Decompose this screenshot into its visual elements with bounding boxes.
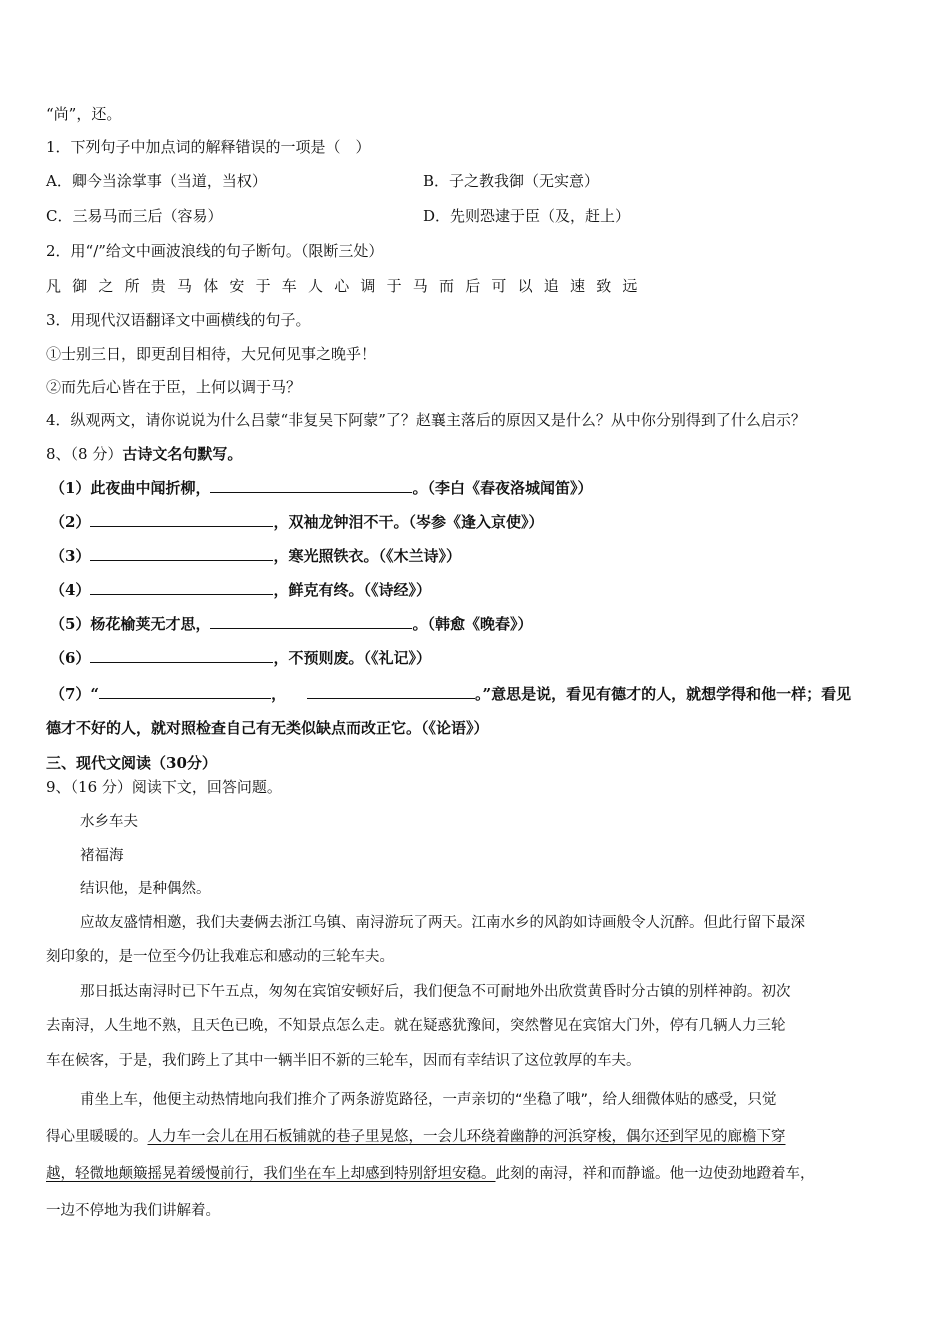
q3-item-1: ①士别三日，即更刮目相待，大兄何见事之晚乎！	[46, 345, 377, 363]
answer-blank[interactable]	[90, 648, 273, 663]
q8-line-2	[50, 512, 543, 532]
underlined-sentence: 越，轻微地颠簸摇晃着缓慢前行，我们坐在车上却感到特别舒坦安稳。	[46, 1166, 496, 1182]
article-paragraph-4-line-4: 一边不停地为我们讲解着。	[46, 1203, 220, 1219]
q8-line-4-a: （4）	[50, 581, 91, 599]
q8-line-5-a: （5）杨花榆荚无才思，	[50, 615, 211, 633]
q8-line-3	[50, 546, 461, 566]
p4-plain-text: 得心里暖暖的。	[46, 1129, 148, 1145]
answer-blank[interactable]	[90, 546, 273, 561]
q1-options-row1	[46, 171, 600, 191]
q8-heading	[46, 444, 242, 464]
answer-blank[interactable]	[307, 684, 475, 699]
q8-line-6-b: ，不预则废。（《礼记》）	[273, 649, 431, 667]
article-paragraph-1: 结识他，是种偶然。	[80, 881, 211, 897]
article-paragraph-2-line-2: 刻印象的，是一位至今仍让我难忘和感动的三轮车夫。	[46, 949, 394, 965]
q1-stem: 1．下列句子中加点词的解释错误的一项是（ ）	[46, 138, 371, 156]
answer-blank[interactable]	[210, 478, 412, 493]
q2-stem: 2．用“/”给文中画波浪线的句子断句。（限断三处）	[46, 242, 384, 260]
article-paragraph-2-line-1: 应故友盛情相邀，我们夫妻俩去浙江乌镇、南浔游玩了两天。江南水乡的风韵如诗画般令人沉醉。但此行留下最深	[80, 915, 805, 931]
article-paragraph-3-line-3: 车在候客，于是，我们跨上了其中一辆半旧不新的三轮车，因而有幸结识了这位敦厚的车夫。	[46, 1053, 641, 1069]
q8-line-1	[50, 478, 592, 498]
answer-blank[interactable]	[99, 684, 271, 699]
q1-options-row2	[46, 206, 631, 226]
q8-line-7-a: （7）“	[50, 685, 100, 703]
answer-blank[interactable]	[210, 614, 412, 629]
q8-line-6	[50, 648, 431, 668]
q8-line-7-cont: 德才不好的人，就对照检查自己有无类似缺点而改正它。（《论语》）	[46, 719, 489, 737]
q8-line-3-a: （3）	[50, 547, 91, 565]
q8-prefix: 8、（8 分）	[46, 445, 123, 463]
q8-line-7-b: 。”意思是说，看见有德才的人，就想学得和他一样；看见	[474, 685, 852, 703]
q8-line-1-a: （1）此夜曲中闻折柳，	[50, 479, 211, 497]
q8-line-4	[50, 580, 431, 600]
q9-stem: 9、（16 分）阅读下文，回答问题。	[46, 778, 282, 796]
q8-line-3-b: ，寒光照铁衣。（《木兰诗》）	[273, 547, 461, 565]
q2-sentence: 凡御之所贵马体安于车人心调于马而后可以追速致远	[46, 277, 649, 295]
answer-blank[interactable]	[90, 580, 273, 595]
intro-note: “尚”，还。	[46, 105, 122, 123]
q3-item-2: ②而先后心皆在于臣，上何以调于马？	[46, 378, 302, 396]
q8-line-6-a: （6）	[50, 649, 91, 667]
q8-line-7-mid: ，	[271, 685, 287, 703]
q1-option-c: C．三易马而三后（容易）	[46, 207, 223, 225]
underlined-sentence: 人力车一会儿在用石板铺就的巷子里晃悠，一会儿环绕着幽静的河浜穿梭，偶尔还到罕见的廊檐下穿	[147, 1129, 786, 1145]
article-paragraph-4-line-1: 甫坐上车，他便主动热情地向我们推介了两条游览路径，一声亲切的“坐稳了哦”，给人细微体贴的感受，只觉	[80, 1092, 777, 1108]
q4-stem: 4．纵观两文，请你说说为什么吕蒙“非复吴下阿蒙”了？赵襄主落后的原因又是什么？从中你分别得到了什么启示？	[46, 411, 806, 429]
q8-line-5-b: 。（韩愈《晚春》）	[412, 615, 533, 633]
q1-option-a: A．卿今当涂掌事（当道，当权）	[46, 172, 267, 190]
answer-blank[interactable]	[90, 512, 273, 527]
q8-line-2-b: ，双袖龙钟泪不干。（岑参《逢入京使》）	[273, 513, 544, 531]
q8-title: 古诗文名句默写。	[122, 445, 243, 463]
article-paragraph-3-line-2: 去南浔，人生地不熟，且天色已晚，不知景点怎么走。就在疑惑犹豫间，突然瞥见在宾馆大门外，停有几辆人力三轮	[46, 1018, 786, 1034]
article-title: 水乡车夫	[80, 814, 138, 830]
q8-line-7	[50, 684, 851, 704]
q3-stem: 3．用现代汉语翻译文中画横线的句子。	[46, 311, 311, 329]
q1-option-d: D．先则恐逮于臣（及，赶上）	[423, 207, 631, 225]
q1-option-b: B．子之教我御（无实意）	[423, 172, 600, 190]
q8-line-1-b: 。（李白《春夜洛城闻笛》）	[412, 479, 593, 497]
q8-line-4-b: ，鲜克有终。（《诗经》）	[273, 581, 431, 599]
q8-line-2-a: （2）	[50, 513, 91, 531]
article-paragraph-4-line-2	[46, 1127, 786, 1147]
article-paragraph-4-line-3	[46, 1164, 815, 1184]
article-author: 褚福海	[80, 848, 124, 864]
p4-plain-text: 此刻的南浔，祥和而静谧。他一边使劲地蹬着车，	[495, 1166, 815, 1182]
q8-line-5	[50, 614, 532, 634]
article-paragraph-3-line-1: 那日抵达南浔时已下午五点，匆匆在宾馆安顿好后，我们便急不可耐地外出欣赏黄昏时分古镇的别样神韵。初次	[80, 984, 791, 1000]
section-3-title: 三、现代文阅读（30分）	[46, 754, 217, 772]
